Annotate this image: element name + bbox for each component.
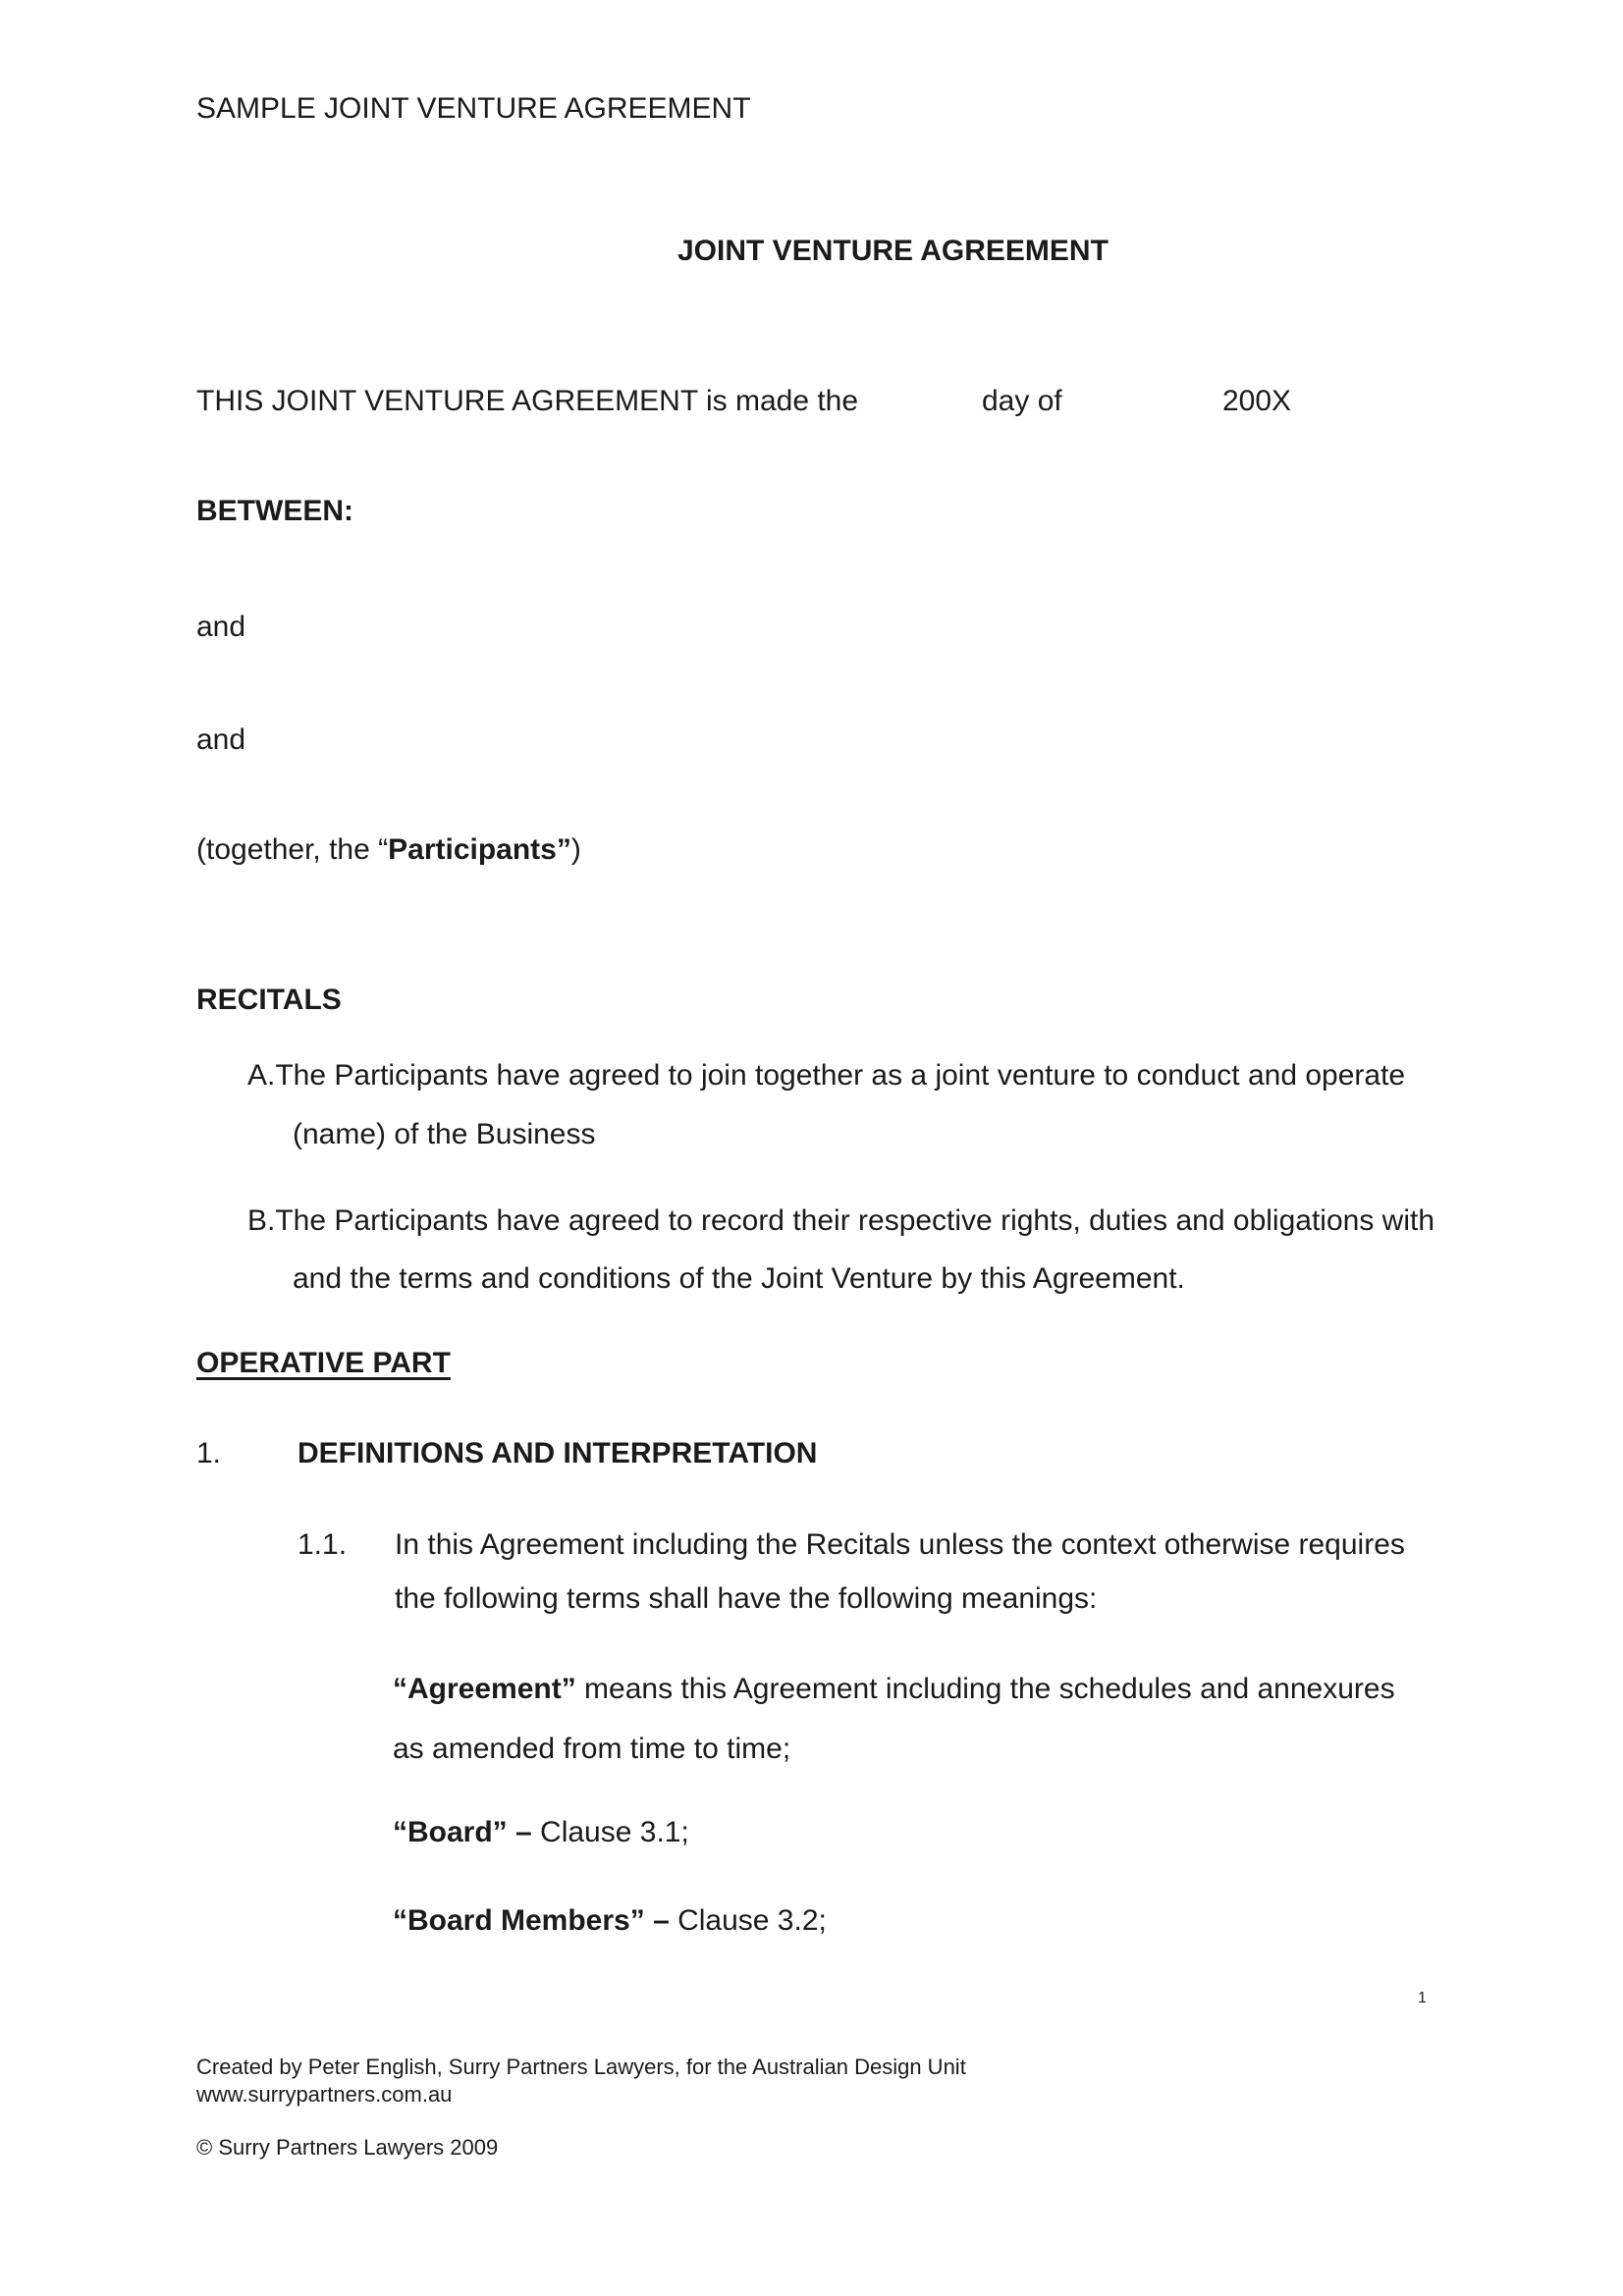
clause-1-1-line2-text: the following terms shall have the following meanings:	[395, 1582, 1098, 1615]
recital-b-label: B.	[247, 1204, 276, 1237]
definition-board-line	[393, 1816, 689, 1849]
definition-agreement-line1	[393, 1673, 1395, 1706]
footer-credit-text: Created by Peter English, Surry Partners Lawyers, for the Australian Design Unit	[196, 2055, 966, 2079]
definition-board-term: “Board” –	[393, 1816, 532, 1848]
definition-board-members-rest: Clause 3.2;	[669, 1904, 827, 1937]
together-post-text: )	[570, 833, 581, 866]
document-header-text: SAMPLE JOINT VENTURE AGREEMENT	[196, 92, 751, 125]
participants-definition-text	[196, 833, 581, 867]
definition-agreement-term: “Agreement”	[393, 1673, 576, 1705]
together-bold-text: Participants”	[388, 833, 571, 866]
clause-1-heading: DEFINITIONS AND INTERPRETATION	[298, 1437, 818, 1469]
footer-url-text: www.surrypartners.com.au	[196, 2082, 453, 2107]
recital-a-line1-text: The Participants have agreed to join together as a joint venture to conduct and operate	[275, 1059, 1406, 1092]
clause-1-1-line1-text: In this Agreement including the Recitals unless the context otherwise requires	[395, 1528, 1405, 1561]
made-date-pre-text: THIS JOINT VENTURE AGREEMENT is made the	[196, 385, 859, 417]
recital-b-line2-text: and the terms and conditions of the Joint Venture by this Agreement.	[293, 1262, 1185, 1295]
clause-1-1-number: 1.1.	[298, 1528, 348, 1561]
day-of-placeholder: day of	[982, 385, 1062, 417]
recital-b-line1-text: The Participants have agreed to record their respective rights, duties and obligations with	[275, 1204, 1435, 1237]
definition-agreement-rest: means this Agreement including the schedules and annexures	[575, 1673, 1395, 1705]
year-placeholder: 200X	[1222, 385, 1292, 417]
together-pre-text: (together, the “	[196, 833, 389, 866]
operative-part-heading-text: OPERATIVE PART	[196, 1347, 451, 1379]
recital-a-line2-text: (name) of the Business	[293, 1118, 596, 1150]
footer-copyright-text: © Surry Partners Lawyers 2009	[196, 2135, 499, 2160]
recital-a-line1	[247, 1059, 1405, 1093]
recital-a-label: A.	[247, 1059, 276, 1092]
definition-board-members-term: “Board Members” –	[393, 1904, 670, 1937]
page-number: 1	[1418, 1990, 1427, 2006]
between-heading-text: BETWEEN:	[196, 495, 353, 527]
clause-1-number: 1.	[196, 1437, 222, 1469]
definition-board-members-line	[393, 1904, 827, 1938]
definition-board-rest: Clause 3.1;	[531, 1816, 689, 1848]
definition-agreement-line2-text: as amended from time to time;	[393, 1733, 791, 1765]
recitals-heading-text: RECITALS	[196, 984, 342, 1016]
document-title-text: JOINT VENTURE AGREEMENT	[677, 235, 1109, 267]
recital-b-line1	[247, 1204, 1434, 1238]
party-and-1-text: and	[196, 611, 246, 643]
party-and-2-text: and	[196, 723, 246, 756]
